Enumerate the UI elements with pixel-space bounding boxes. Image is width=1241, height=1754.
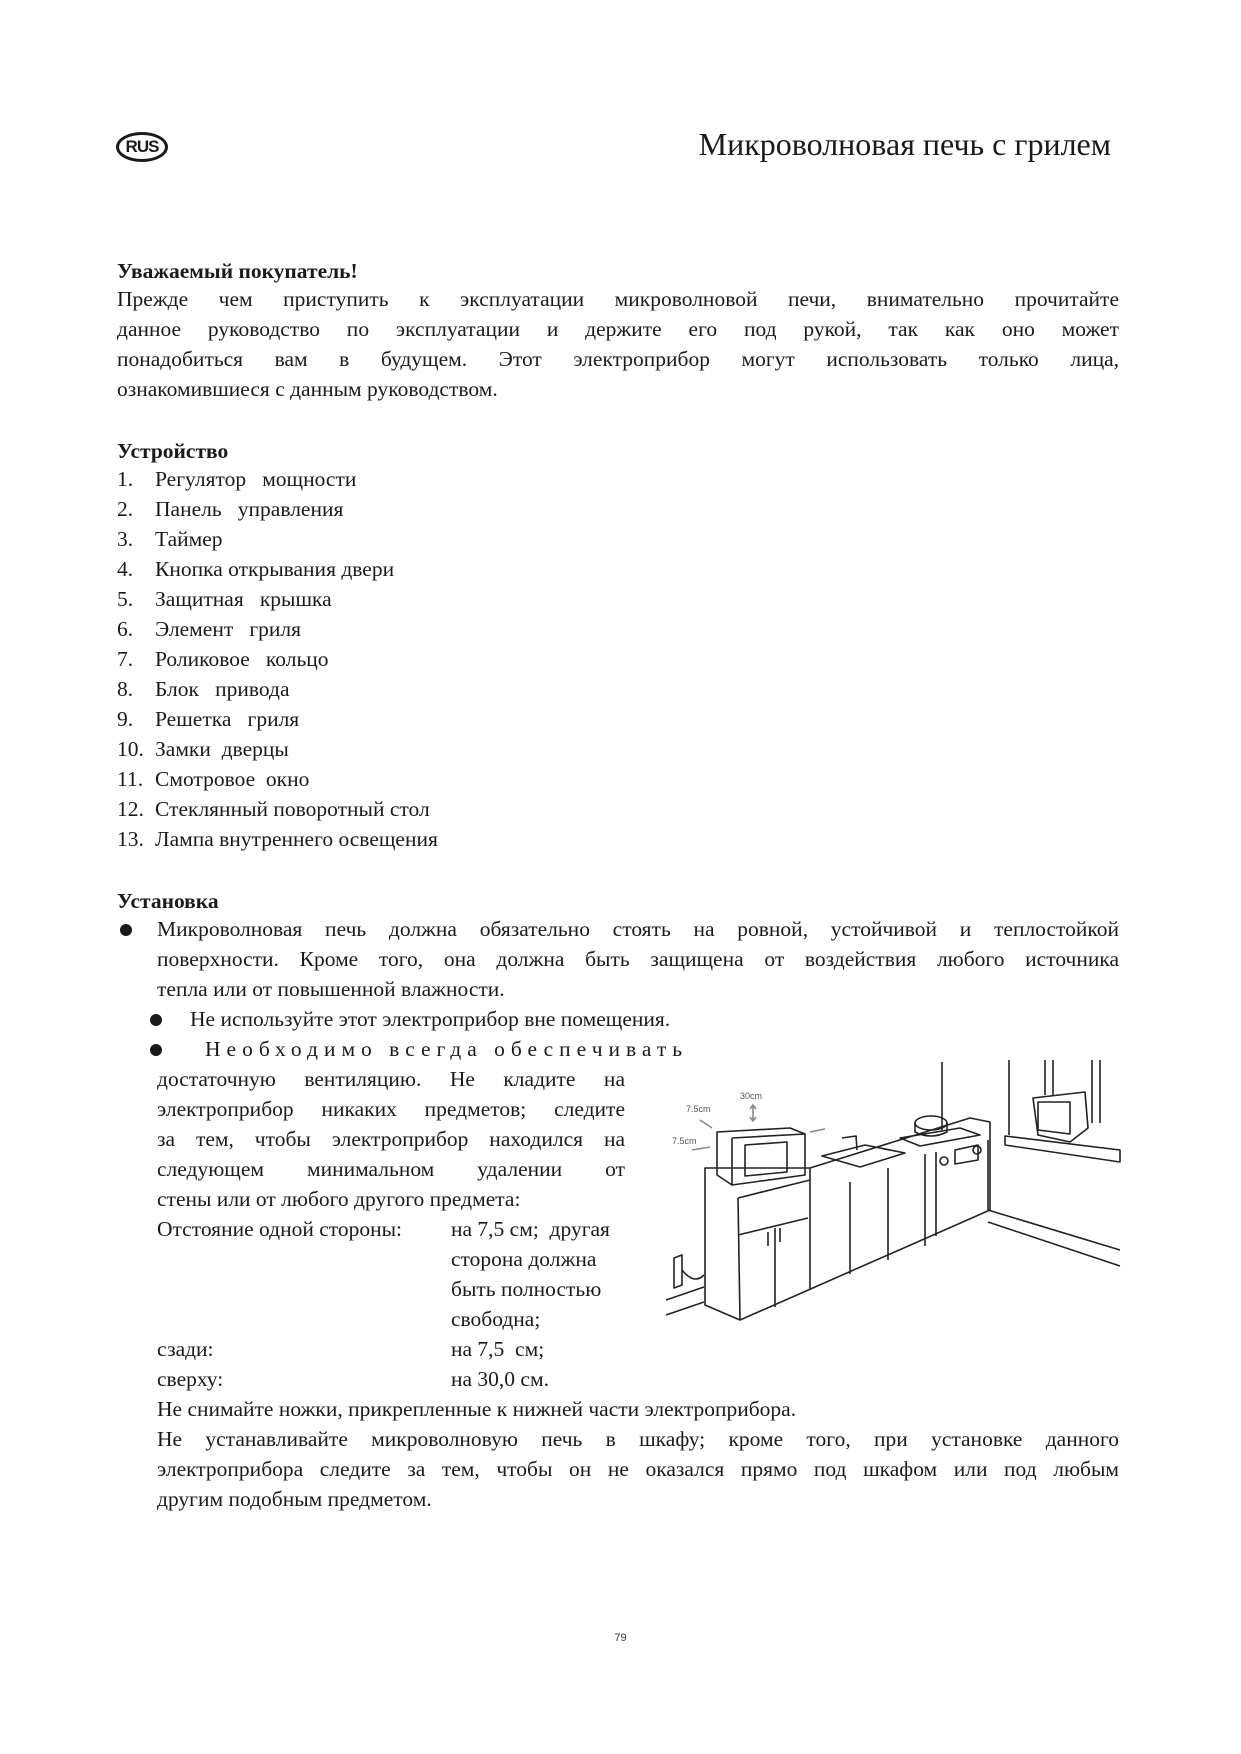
clearance-value: свободна; — [451, 1307, 541, 1331]
device-list-item — [117, 734, 289, 764]
device-item-label: Лампа внутреннего освещения — [155, 827, 438, 851]
wall-socket — [674, 1255, 682, 1288]
clearance-value: на 30,0 см. — [451, 1367, 549, 1391]
microwave-window — [745, 1142, 787, 1176]
arrow-back — [700, 1120, 712, 1128]
clearance-value: быть полностью — [451, 1277, 602, 1301]
device-item-label: Стеклянный поворотный стол — [155, 797, 430, 821]
device-item-label: Роликовое кольцо — [155, 647, 329, 671]
floor-line-right — [988, 1210, 1120, 1266]
installation-bullet-outdoor: Не используйте этот электроприбор вне помещения. — [190, 1007, 671, 1031]
language-badge — [116, 132, 168, 162]
bullet-icon — [150, 1014, 162, 1026]
stove-knob — [973, 1146, 981, 1154]
device-item-label: Таймер — [155, 527, 223, 551]
device-item-number: 3. — [117, 527, 134, 551]
arrow-side — [692, 1147, 710, 1150]
device-item-label: Замки дверцы — [155, 737, 289, 761]
installation-bullet-ventilation: Необходимо всегда обеспечивать — [205, 1037, 689, 1061]
device-item-number: 4. — [117, 557, 134, 581]
bullet-icon — [120, 924, 132, 936]
language-badge-text: RUS — [125, 137, 159, 156]
clearance-label: Отстояние одной стороны: — [157, 1217, 403, 1241]
floor-line-left — [666, 1287, 704, 1315]
intro-line: Прежде чем приступить к эксплуатации микроволновой печи, внимательно прочитайте — [117, 287, 1119, 311]
installation-note-line: другим подобным предметом. — [157, 1487, 432, 1511]
small-microwave — [1033, 1092, 1088, 1142]
device-item-number: 13. — [117, 827, 144, 851]
device-list-item — [117, 554, 394, 584]
device-list-item — [117, 614, 301, 644]
device-item-label: Блок привода — [155, 677, 290, 701]
device-item-label: Смотровое окно — [155, 767, 310, 791]
device-item-number: 9. — [117, 707, 134, 731]
clearance-value: сторона должна — [451, 1247, 597, 1271]
stove-knob — [940, 1157, 948, 1165]
ventilation-line: достаточную вентиляцию. Не кладите на — [157, 1067, 625, 1091]
clearance-value: на 7,5 см; — [451, 1337, 545, 1361]
device-list-item — [117, 764, 309, 794]
page-number: 79 — [614, 1632, 627, 1644]
device-list-item — [117, 644, 329, 674]
stove-top — [900, 1128, 980, 1146]
ventilation-line: за тем, чтобы электроприбор находился на — [157, 1127, 625, 1151]
intro-heading: Уважаемый покупатель! — [117, 259, 358, 283]
arrow-top — [750, 1105, 756, 1121]
power-cord — [682, 1270, 704, 1279]
intro-line: данное руководство по эксплуатации и держите его под рукой, так как оно может — [117, 317, 1119, 341]
kitchen-installation-illustration — [660, 1050, 1130, 1350]
device-item-number: 12. — [117, 797, 144, 821]
microwave — [717, 1128, 805, 1185]
clearance-label: сверху: — [157, 1367, 224, 1391]
clearance-label: сзади: — [157, 1337, 214, 1361]
cabinet-left — [738, 1180, 810, 1320]
label-top: 30cm — [740, 1091, 763, 1101]
device-item-number: 8. — [117, 677, 134, 701]
device-item-number: 10. — [117, 737, 144, 761]
installation-note-line: Не снимайте ножки, прикрепленные к нижней части электроприбора. — [157, 1397, 797, 1421]
installation-bullet-line: поверхности. Кроме того, она должна быть защищена от воздействия любого источника — [157, 947, 1119, 971]
installation-note-line: Не устанавливайте микроволновую печь в шкафу; кроме того, при установке данного — [157, 1427, 1119, 1451]
device-list-item — [117, 704, 299, 734]
device-item-number: 5. — [117, 587, 134, 611]
intro-line: ознакомившиеся с данным руководством. — [117, 377, 498, 401]
label-side-back: 7.5cm — [686, 1104, 711, 1114]
installation-bullet-line: Микроволновая печь должна обязательно стоять на ровной, устойчивой и теплостойкой — [157, 917, 1119, 941]
ventilation-line: электроприбор никаких предметов; следите — [157, 1097, 625, 1121]
device-item-label: Панель управления — [155, 497, 344, 521]
bullet-icon — [150, 1044, 162, 1056]
device-list-item — [117, 794, 430, 824]
clearance-value: на 7,5 см; другая — [451, 1217, 610, 1241]
device-list-item — [117, 494, 343, 524]
device-list-item — [117, 824, 438, 854]
intro-line: понадобиться вам в будущем. Этот электроприбор могут использовать только лица, — [117, 347, 1119, 371]
device-list-item — [117, 524, 223, 554]
device-heading: Устройство — [117, 439, 229, 463]
sink — [822, 1145, 905, 1167]
device-item-number: 6. — [117, 617, 134, 641]
device-item-label: Защитная крышка — [155, 587, 332, 611]
device-item-number: 11. — [117, 767, 144, 791]
device-item-label: Кнопка открывания двери — [155, 557, 395, 581]
device-item-number: 1. — [117, 467, 134, 491]
countertop-outline — [705, 1118, 990, 1320]
arrow-right — [810, 1129, 825, 1132]
device-list-item — [117, 584, 332, 614]
label-side: 7.5cm — [672, 1136, 697, 1146]
ventilation-line: следующем минимальном удалении от — [157, 1157, 625, 1181]
device-item-label: Регулятор мощности — [155, 467, 357, 491]
installation-heading: Установка — [117, 889, 219, 913]
installation-note-line: электроприбора следите за тем, чтобы он не оказался прямо под шкафом или под любым — [157, 1457, 1119, 1481]
ventilation-line: стены или от любого другого предмета: — [157, 1187, 521, 1211]
window-frame — [1009, 1060, 1100, 1135]
cabinet-handles — [768, 1228, 780, 1246]
device-list-item — [117, 464, 356, 494]
device-item-label: Решетка гриля — [155, 707, 300, 731]
cabinet-doors — [810, 1152, 936, 1290]
installation-bullet-line: тепла или от повышенной влажности. — [157, 977, 505, 1001]
device-item-number: 7. — [117, 647, 134, 671]
device-item-number: 2. — [117, 497, 134, 521]
page-title: Микроволновая печь с грилем — [698, 126, 1111, 162]
device-list-item — [117, 674, 290, 704]
device-item-label: Элемент гриля — [155, 617, 302, 641]
